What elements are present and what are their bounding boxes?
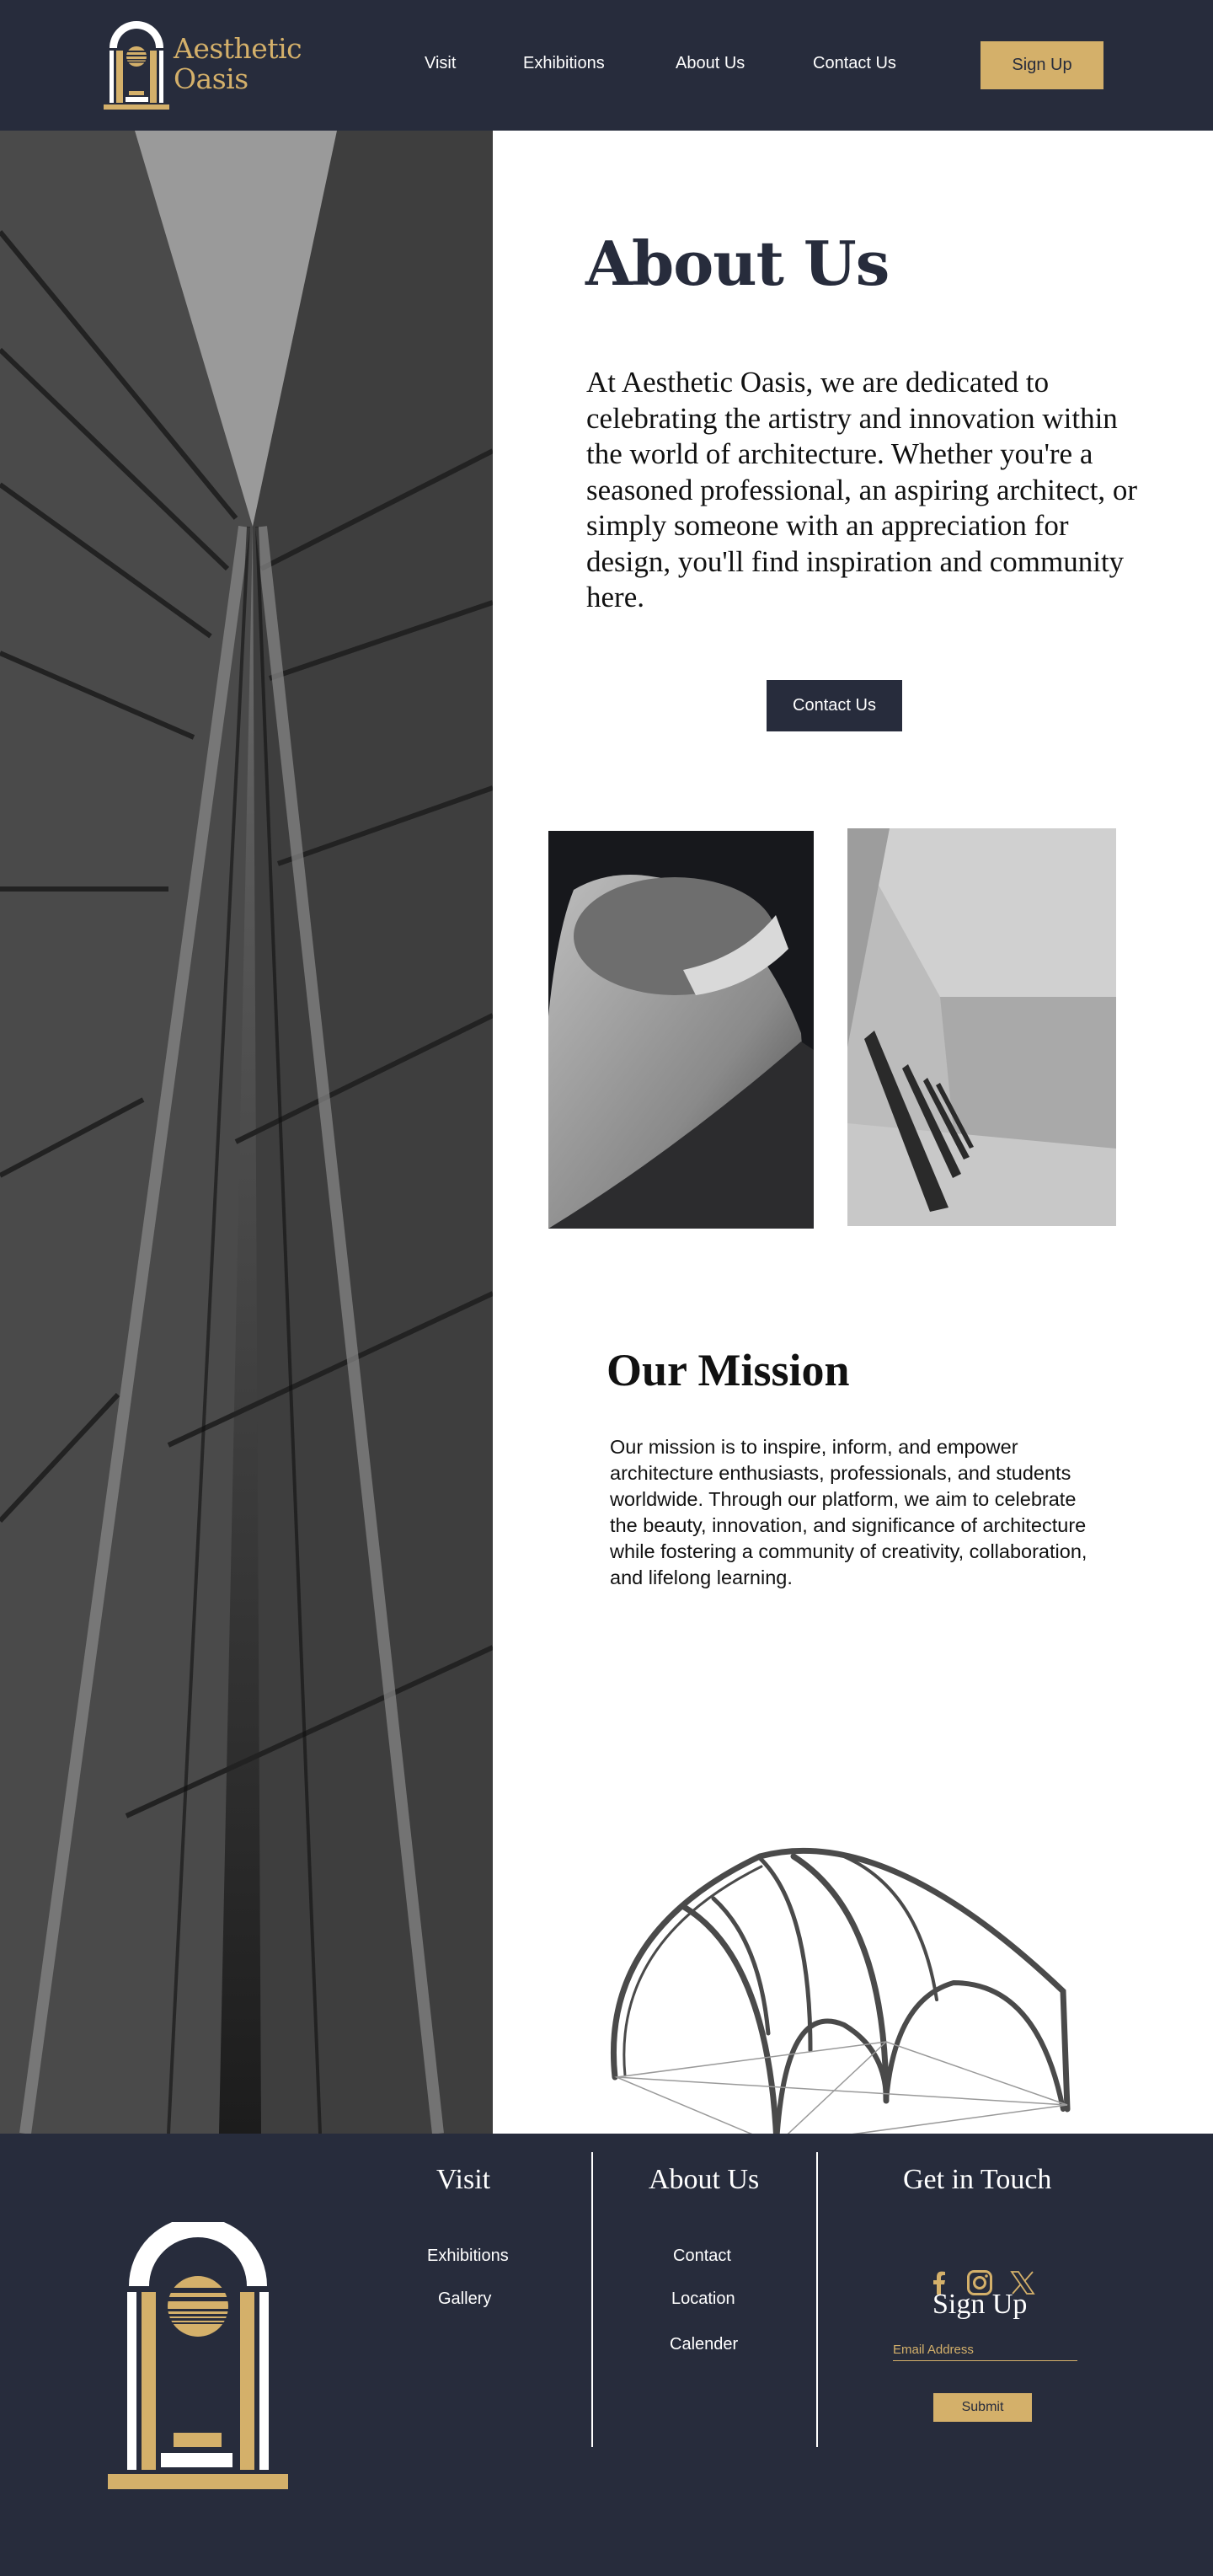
mission-text: Our mission is to inspire, inform, and empower architecture enthusiasts, professionals, and students worldwide. Through our platform, we aim to celebrate the beauty, innovation, and significance of architecture while fostering a community of creativity, collaboration, and lifelong learning.: [610, 1436, 1087, 1588]
footer-heading-about-us: About Us: [649, 2164, 760, 2195]
nav-link-exhibitions[interactable]: Exhibitions: [523, 54, 605, 72]
nav-link-about-us[interactable]: About Us: [676, 54, 745, 72]
brand-line-1: Aesthetic: [174, 32, 302, 65]
brand-line-2: Oasis: [174, 62, 248, 95]
footer-link-gallery[interactable]: Gallery: [438, 2289, 492, 2308]
footer-divider-1: [591, 2152, 593, 2447]
site-header: [0, 0, 1213, 131]
contact-us-button[interactable]: Contact Us: [767, 680, 902, 731]
email-address-input[interactable]: [893, 2341, 1077, 2361]
nav-link-visit[interactable]: Visit: [425, 54, 457, 72]
mission-title: Our Mission: [606, 1345, 850, 1395]
gothic-vault-pencil-sketch: [566, 1831, 1105, 2168]
footer-heading-visit: Visit: [436, 2164, 491, 2195]
skyscraper-upward-view-photo: [0, 131, 493, 2134]
footer-link-contact[interactable]: Contact: [673, 2247, 731, 2265]
sign-up-button[interactable]: Sign Up: [981, 41, 1103, 89]
arch-pillar-logo-icon[interactable]: [108, 2222, 288, 2490]
footer-heading-sign-up: Sign Up: [932, 2289, 1028, 2320]
footer-link-exhibitions[interactable]: Exhibitions: [427, 2247, 509, 2265]
about-section: [0, 131, 1213, 2134]
nav-link-contact-us[interactable]: Contact Us: [813, 54, 896, 72]
about-intro-text: At Aesthetic Oasis, we are dedicated to celebrating the artistry and innovation within the world of architecture. Whether you're a seasoned professional, an aspiring architect, or simply someone with an appreciation for design, you'll find inspiration and community here.: [586, 366, 1138, 613]
footer-heading-get-in-touch: Get in Touch: [903, 2164, 1052, 2195]
concrete-columns-corridor-photo: [847, 828, 1116, 1226]
site-footer: [0, 2134, 1213, 2576]
footer-divider-2: [816, 2152, 818, 2447]
footer-link-location[interactable]: Location: [671, 2289, 735, 2308]
spiral-concrete-staircase-photo: [548, 831, 814, 1229]
page-title: About Us: [585, 228, 890, 299]
submit-button[interactable]: Submit: [933, 2393, 1032, 2422]
footer-link-calender[interactable]: Calender: [670, 2335, 739, 2354]
